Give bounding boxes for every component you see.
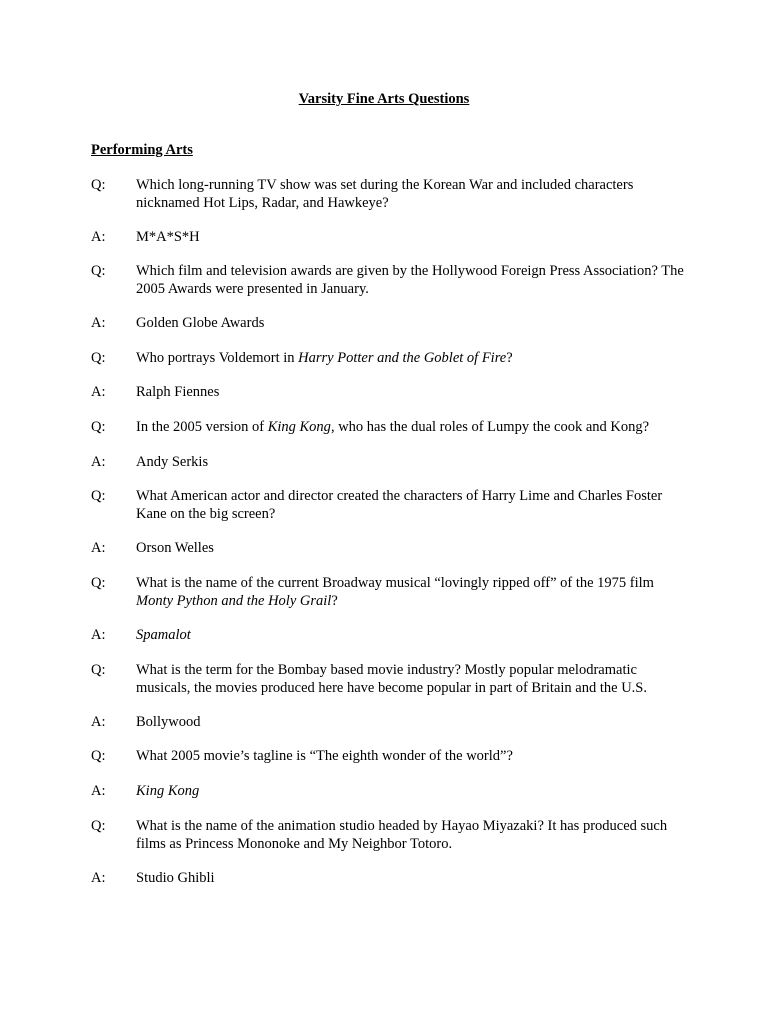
question-text	[136, 177, 691, 212]
answer-marker: A:	[91, 384, 106, 400]
answer-text	[136, 870, 691, 888]
text-segment: , who has the dual roles of Lumpy the cook and Kong?	[330, 419, 650, 435]
text-segment: Golden Globe Awards	[136, 315, 265, 331]
text-segment: ?	[331, 592, 338, 609]
answer-item	[91, 229, 691, 247]
italic-title: Spamalot	[136, 627, 191, 643]
text-segment: Orson Welles	[136, 540, 214, 556]
question-item	[91, 350, 691, 368]
question-text	[136, 748, 691, 766]
text-segment: In the 2005 version of	[136, 419, 268, 435]
answer-marker: A:	[91, 714, 106, 730]
answer-marker: A:	[91, 870, 106, 886]
question-item	[91, 488, 691, 523]
question-marker: Q:	[91, 575, 106, 591]
text-segment: Studio Ghibli	[136, 870, 215, 886]
answer-item	[91, 783, 691, 801]
question-marker: Q:	[91, 818, 106, 834]
answer-item	[91, 627, 691, 645]
answer-item	[91, 714, 691, 732]
answer-marker: A:	[91, 627, 106, 643]
text-segment: What is the term for the Bombay based movie industry? Mostly popular melodramatic musicals, the movies produced here have become popular in part of Britain and the U.S.	[136, 662, 647, 696]
section-heading: Performing Arts	[91, 142, 193, 158]
text-segment: Which long-running TV show was set during the Korean War and included characters nicknamed Hot Lips, Radar, and Hawkeye?	[136, 177, 634, 211]
text-segment: What is the name of the current Broadway musical “lovingly ripped off” of the 1975 film	[136, 575, 654, 591]
question-marker: Q:	[91, 263, 106, 279]
text-segment: ?	[506, 350, 513, 366]
question-marker: Q:	[91, 488, 106, 504]
question-item	[91, 575, 691, 610]
question-text	[136, 662, 691, 697]
answer-item	[91, 540, 691, 558]
answer-text	[136, 229, 691, 247]
italic-title: Monty Python and the Holy Grail	[136, 592, 332, 609]
question-item	[91, 263, 691, 298]
question-item	[91, 748, 691, 766]
text-segment: What American actor and director created the characters of Harry Lime and Charles Foster Kane on the big screen?	[136, 488, 663, 522]
answer-marker: A:	[91, 454, 106, 470]
answer-text	[136, 384, 691, 402]
question-marker: Q:	[91, 350, 106, 366]
text-segment: Bollywood	[136, 714, 201, 730]
text-segment: What is the name of the animation studio headed by Hayao Miyazaki? It has produced such films as Princess Mononoke and My Neighbor Totoro.	[136, 818, 668, 852]
italic-title: King Kong	[267, 419, 331, 435]
answer-item	[91, 454, 691, 472]
document-title: Varsity Fine Arts Questions	[298, 91, 470, 107]
text-segment: Which film and television awards are given by the Hollywood Foreign Press Association? The 2005 Awards were presented in January.	[136, 263, 684, 297]
question-text	[136, 488, 691, 523]
answer-text	[136, 627, 691, 645]
question-text	[136, 575, 691, 610]
answer-text	[136, 714, 691, 732]
answer-marker: A:	[91, 315, 106, 331]
answer-text	[136, 540, 691, 558]
answer-marker: A:	[91, 783, 106, 799]
answer-item	[91, 870, 691, 888]
answer-text	[136, 783, 691, 801]
question-marker: Q:	[91, 177, 106, 193]
italic-title: King Kong	[136, 783, 200, 799]
question-item	[91, 177, 691, 212]
question-marker: Q:	[91, 419, 106, 435]
question-marker: Q:	[91, 748, 106, 764]
answer-item	[91, 315, 691, 333]
question-text	[136, 818, 691, 853]
answer-marker: A:	[91, 229, 106, 245]
answer-text	[136, 454, 691, 472]
answer-item	[91, 384, 691, 402]
text-segment: What 2005 movie’s tagline is “The eighth wonder of the world”?	[136, 748, 513, 764]
answer-text	[136, 315, 691, 333]
answer-marker: A:	[91, 540, 106, 556]
text-segment: M*A*S*H	[136, 229, 200, 245]
question-text	[136, 350, 691, 368]
question-marker: Q:	[91, 662, 106, 678]
question-text	[136, 263, 691, 298]
text-segment: Ralph Fiennes	[136, 384, 220, 400]
italic-title: Harry Potter and the Goblet of Fire	[298, 350, 507, 366]
question-item	[91, 419, 691, 437]
text-segment: Who portrays Voldemort in	[136, 350, 299, 366]
question-item	[91, 662, 691, 697]
text-segment: Andy Serkis	[136, 454, 209, 470]
question-text	[136, 419, 691, 437]
question-item	[91, 818, 691, 853]
